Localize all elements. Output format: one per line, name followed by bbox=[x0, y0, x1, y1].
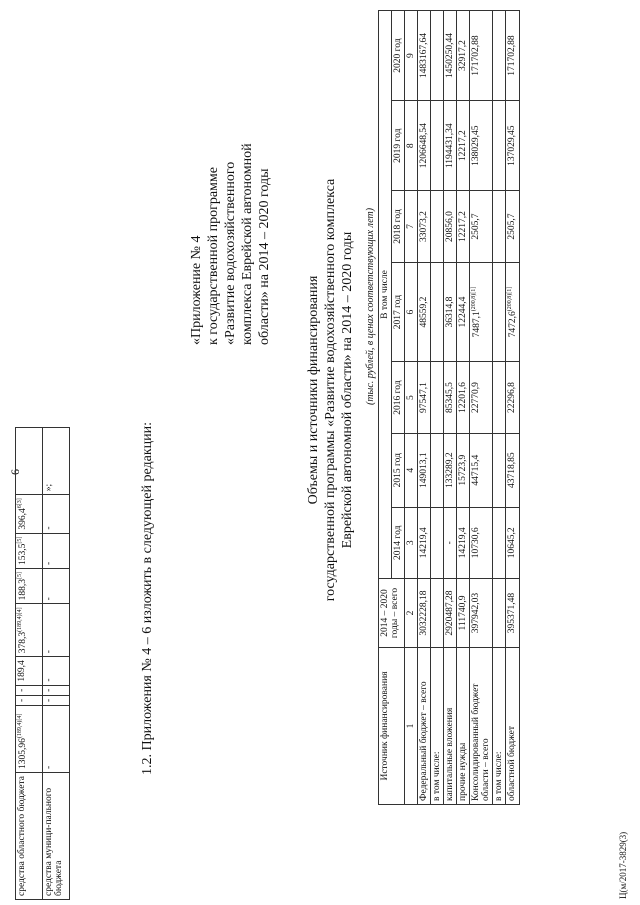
cell: 22770,9 bbox=[470, 362, 493, 433]
cell: $7472,6^{(200,8)[1]}$ bbox=[506, 262, 520, 362]
header-source: Источник финансирования bbox=[379, 648, 405, 805]
cell: 1206648,54 bbox=[418, 101, 431, 191]
col-number: 9 bbox=[405, 11, 418, 101]
cell: 20856,0 bbox=[444, 191, 457, 262]
cell: - bbox=[43, 495, 70, 533]
cell: 12244,4 bbox=[457, 262, 470, 362]
funding-title bbox=[305, 45, 356, 735]
cell: $396,4^{6[3]}$ bbox=[16, 495, 43, 533]
cell bbox=[493, 191, 506, 262]
cell: 36314,8 bbox=[444, 262, 457, 362]
cell bbox=[431, 362, 444, 433]
cell: $378,3^{(189,4)[4]}$ bbox=[16, 604, 43, 657]
cell: - bbox=[444, 507, 457, 578]
cell: - bbox=[43, 685, 70, 695]
funding-title-line: Объемы и источники финансирования bbox=[306, 275, 321, 505]
col-number: 2 bbox=[405, 579, 418, 648]
column-number-row bbox=[405, 11, 418, 805]
row-label: средства муници-пального бюджета bbox=[43, 773, 70, 900]
row-label: в том числе: bbox=[493, 648, 506, 805]
appendix-header-line: к государственной программе bbox=[206, 167, 221, 345]
page-number: 6 bbox=[8, 469, 22, 475]
table-row bbox=[457, 11, 470, 805]
cell: 137029,45 bbox=[506, 101, 520, 191]
cell: 14219,4 bbox=[457, 507, 470, 578]
table-row bbox=[470, 11, 493, 805]
col-number: 3 bbox=[405, 507, 418, 578]
cell: 395371,48 bbox=[506, 579, 520, 648]
cell: 171702,88 bbox=[470, 11, 493, 101]
appendix-header-line: «Приложение № 4 bbox=[189, 235, 204, 345]
cell: 44715,4 bbox=[470, 433, 493, 507]
cell bbox=[493, 433, 506, 507]
cell: 133289,2 bbox=[444, 433, 457, 507]
cell: - bbox=[16, 685, 43, 695]
cell bbox=[431, 11, 444, 101]
appendix-header-line: комплекса Еврейской автономной bbox=[240, 143, 255, 345]
edit-note: 1.2. Приложения № 4 – 6 изложить в следующей редакции: bbox=[140, 422, 155, 775]
cell bbox=[431, 507, 444, 578]
cell: 3032228,18 bbox=[418, 579, 431, 648]
appendix-header-line: области» на 2014 – 2020 годы bbox=[257, 168, 272, 345]
header-year: 2020 год bbox=[392, 11, 405, 101]
cell: 171702,88 bbox=[506, 11, 520, 101]
cell: $7487,1^{(200,8)[1]}$ bbox=[470, 262, 493, 362]
cell: 33073,2 bbox=[418, 191, 431, 262]
row-label: прочие нужды bbox=[457, 648, 470, 805]
row-label: средства областного бюджета bbox=[16, 773, 43, 900]
cell bbox=[493, 579, 506, 648]
top-table bbox=[15, 427, 70, 900]
cell: - bbox=[43, 533, 70, 568]
cell: 85345,5 bbox=[444, 362, 457, 433]
cell: 12201,6 bbox=[457, 362, 470, 433]
table-row bbox=[444, 11, 457, 805]
cell: 14219,4 bbox=[418, 507, 431, 578]
cell: 15723,9 bbox=[457, 433, 470, 507]
cell: 2505,7 bbox=[506, 191, 520, 262]
cell bbox=[431, 579, 444, 648]
cell: 97547,1 bbox=[418, 362, 431, 433]
document-code: Ц(м/2017-3829(3) bbox=[618, 831, 628, 899]
table-row bbox=[431, 11, 444, 805]
row-label: областной бюджет bbox=[506, 648, 520, 805]
header-year: 2017 год bbox=[392, 262, 405, 362]
funding-title-line: Еврейской автономной области» на 2014 – 2020 годы bbox=[340, 231, 355, 549]
appendix-header bbox=[188, 15, 273, 345]
cell: »; bbox=[43, 428, 70, 495]
table-row bbox=[43, 428, 70, 900]
col-number: 8 bbox=[405, 101, 418, 191]
funding-table-body bbox=[418, 11, 520, 805]
funding-table bbox=[378, 10, 520, 805]
table-header-row bbox=[379, 11, 392, 805]
cell bbox=[431, 433, 444, 507]
cell: - bbox=[16, 695, 43, 705]
col-number: 6 bbox=[405, 262, 418, 362]
cell: 22296,8 bbox=[506, 362, 520, 433]
row-label: Федеральный бюджет – всего bbox=[418, 648, 431, 805]
cell: 12217,2 bbox=[457, 101, 470, 191]
cell: $1305,96^{(189,4)[4]}$ bbox=[16, 706, 43, 773]
table-row bbox=[506, 11, 520, 805]
cell bbox=[493, 507, 506, 578]
cell: 1194431,34 bbox=[444, 101, 457, 191]
cell: 48559,2 bbox=[418, 262, 431, 362]
header-year: 2016 год bbox=[392, 362, 405, 433]
cell: 1483167,64 bbox=[418, 11, 431, 101]
cell: 189,4 bbox=[16, 657, 43, 685]
funding-title-line: государственной программы «Развитие водохозяйственного комплекса bbox=[323, 178, 338, 602]
cell: 1450250,44 bbox=[444, 11, 457, 101]
cell: - bbox=[43, 706, 70, 773]
cell: 138029,45 bbox=[470, 101, 493, 191]
cell: - bbox=[43, 604, 70, 657]
cell bbox=[493, 101, 506, 191]
row-label: Консолидированный бюджет области – всего bbox=[470, 648, 493, 805]
cell bbox=[493, 262, 506, 362]
cell: 10645,2 bbox=[506, 507, 520, 578]
cell: 188,3[5] bbox=[16, 569, 43, 604]
appendix-header-line: «Развитие водохозяйственного bbox=[223, 161, 238, 345]
col-number: 5 bbox=[405, 362, 418, 433]
cell: 149013,1 bbox=[418, 433, 431, 507]
header-year: 2019 год bbox=[392, 101, 405, 191]
cell: 153,5[5] bbox=[16, 533, 43, 568]
cell bbox=[431, 191, 444, 262]
cell bbox=[493, 11, 506, 101]
col-number: 4 bbox=[405, 433, 418, 507]
cell: 12217,2 bbox=[457, 191, 470, 262]
cell bbox=[16, 428, 43, 495]
cell: 43718,85 bbox=[506, 433, 520, 507]
table-row bbox=[493, 11, 506, 805]
cell bbox=[431, 101, 444, 191]
cell: 397942,03 bbox=[470, 579, 493, 648]
header-year: 2015 год bbox=[392, 433, 405, 507]
cell: - bbox=[43, 657, 70, 685]
row-label: капитальные вложения bbox=[444, 648, 457, 805]
header-year: 2018 год bbox=[392, 191, 405, 262]
cell: 111740,9 bbox=[457, 579, 470, 648]
header-year: 2014 год bbox=[392, 507, 405, 578]
table-row bbox=[418, 11, 431, 805]
header-including: В том числе bbox=[379, 11, 392, 579]
cell bbox=[431, 262, 444, 362]
col-number: 1 bbox=[405, 648, 418, 805]
cell: 2920487,28 bbox=[444, 579, 457, 648]
row-label: в том числе: bbox=[431, 648, 444, 805]
col-number: 7 bbox=[405, 191, 418, 262]
table-row bbox=[16, 428, 43, 900]
cell: - bbox=[43, 695, 70, 705]
cell: 10730,6 bbox=[470, 507, 493, 578]
cell: 32917,2 bbox=[457, 11, 470, 101]
cell: 2505,7 bbox=[470, 191, 493, 262]
units-note: (тыс. рублей, в ценах соответствующих лет) bbox=[365, 207, 376, 405]
cell bbox=[493, 362, 506, 433]
header-total: 2014 – 2020 годы – всего bbox=[379, 579, 405, 648]
cell: - bbox=[43, 569, 70, 604]
